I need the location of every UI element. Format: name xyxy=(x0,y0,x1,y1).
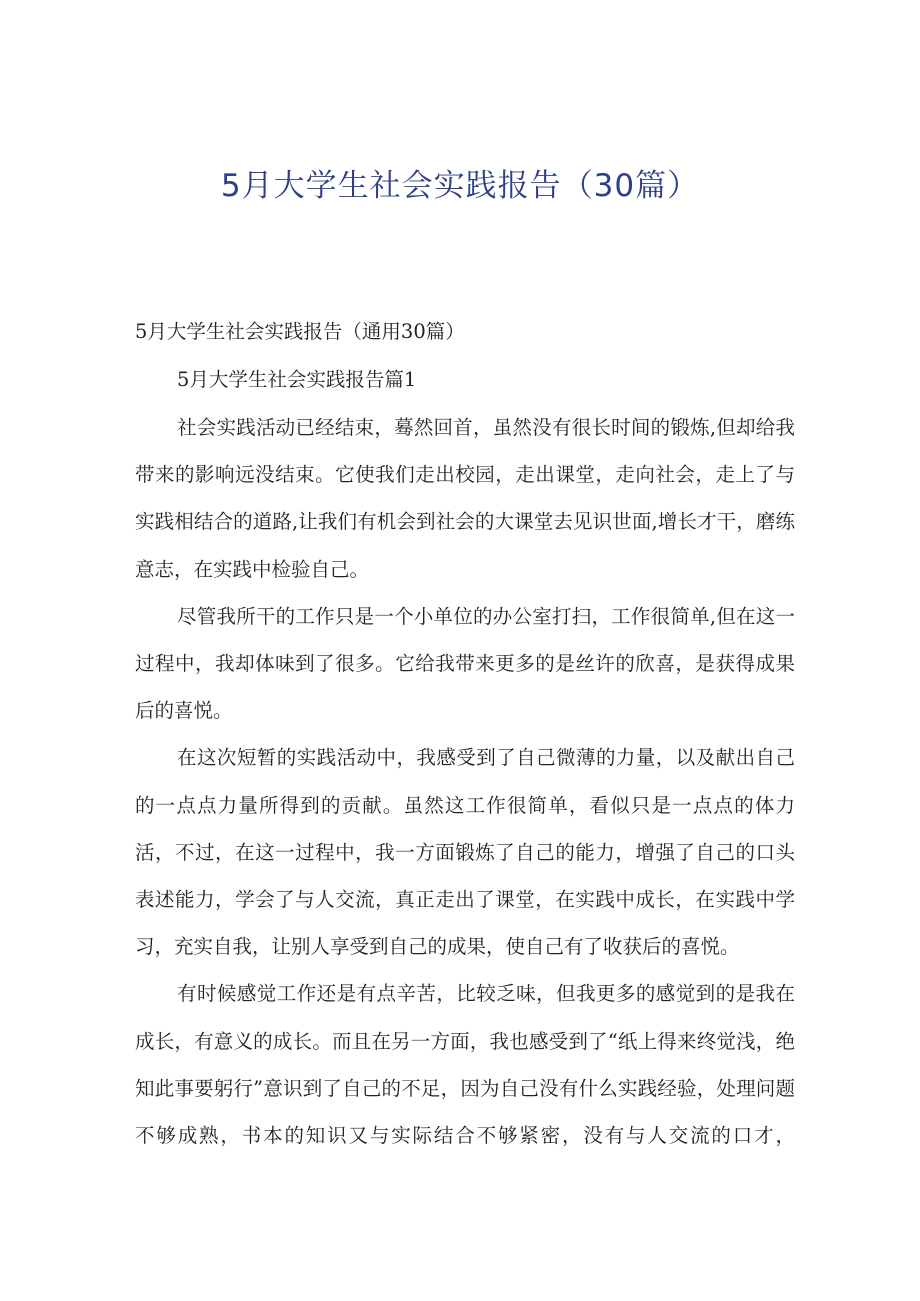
document-title: 5月大学生社会实践报告（30篇） xyxy=(220,168,700,204)
paragraph-4: 有时候感觉工作还是有点辛苦，比较乏味，但我更多的感觉到的是我在成长，有意义的成长。而且在另一方面，我也感受到了“纸上得来终觉浅，绝知此事要躬行”意识到了自己的不足，因为自己没有什么实践经验，处理问题不够成熟，书本的知识又与实际结合不够紧密，没有与人交流的口才， xyxy=(135,982,795,1148)
paragraph-3: 在这次短暂的实践活动中，我感受到了自己微薄的力量，以及献出自己的一点点力量所得到的贡献。虽然这工作很简单，看似只是一点点的体力活，不过，在这一过程中，我一方面锻炼了自己的能力，增强了自己的口头表述能力，学会了与人交流，真正走出了课堂，在实践中成长，在实践中学习，充实自我，让别人享受到自己的成果，使自己有了收获后的喜悦。 xyxy=(135,746,795,959)
paragraph-2: 尽管我所干的工作只是一个小单位的办公室打扫，工作很简单,但在这一过程中，我却体味到了很多。它给我带来更多的是丝许的欣喜，是获得成果后的喜悦。 xyxy=(135,604,795,723)
document-subtitle: 5月大学生社会实践报告（通用30篇） xyxy=(135,320,465,343)
document-body xyxy=(135,308,795,1159)
section-heading: 5月大学生社会实践报告篇1 xyxy=(177,368,417,391)
paragraph-1: 社会实践活动已经结束，蓦然回首，虽然没有很长时间的锻炼,但却给我带来的影响远没结束。它使我们走出校园，走出课堂，走向社会，走上了与实践相结合的道路,让我们有机会到社会的大课堂去见识世面,增长才干，磨练意志，在实践中检验自己。 xyxy=(135,416,795,581)
